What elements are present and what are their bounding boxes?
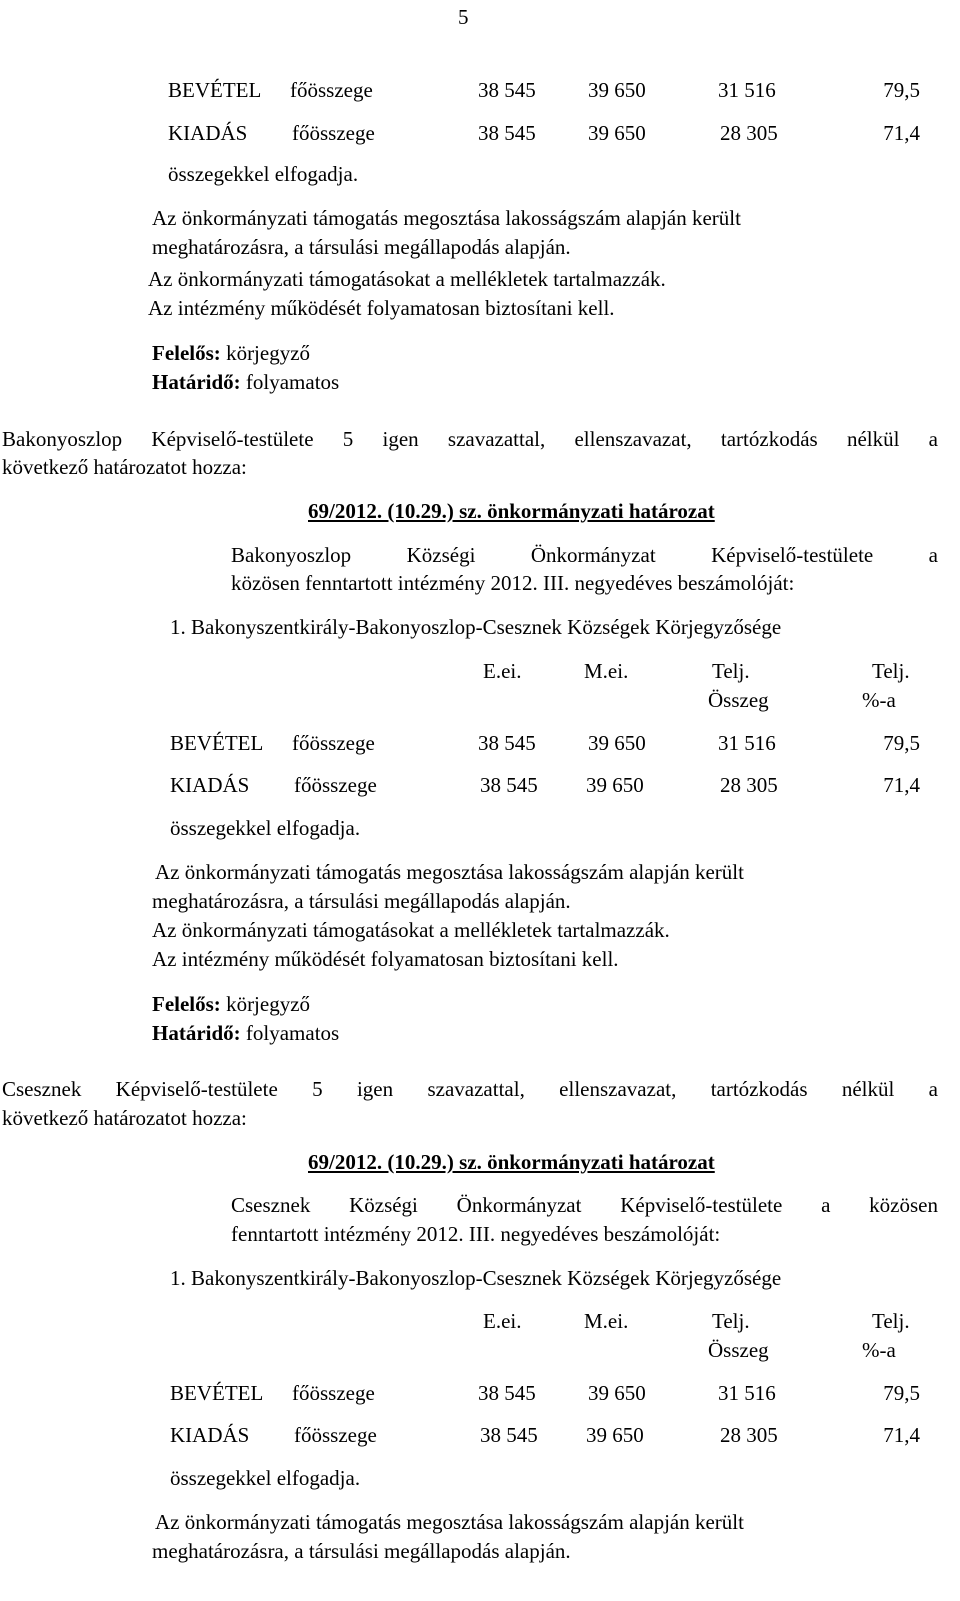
hdr-mei: M.ei. [584,659,629,683]
hdr-mei: M.ei. [584,1309,629,1333]
csesznek-body-line-2: fenntartott intézmény 2012. III. negyedéves beszámolóját: [231,1222,721,1246]
institution-name: 1. Bakonyszentkirály-Bakonyoszlop-Csesznek Községek Körjegyzősége [170,1266,782,1290]
kiadas-mei: 39 650 [588,121,646,145]
kiadas-telj: 28 305 [720,773,778,797]
bevetel-telj: 31 516 [718,731,776,755]
bevetel-label-a: BEVÉTEL [168,78,262,102]
hdr-osszeg: Összeg [708,688,769,712]
bevetel-eei: 38 545 [478,1381,536,1405]
institution-name: 1. Bakonyszentkirály-Bakonyoszlop-Csesznek Községek Körjegyzősége [170,615,782,639]
kiadas-telj: 28 305 [720,121,778,145]
bevetel-mei: 39 650 [588,731,646,755]
kiadas-label-a: KIADÁS [170,773,250,797]
deadline-label: Határidő: [152,1021,241,1045]
csesznek-resolution-title: 69/2012. (10.29.) sz. önkormányzati határozat [308,1150,715,1174]
hdr-eei: E.ei. [483,1309,522,1333]
operation-text: Az intézmény működését folyamatosan biztosítani kell. [152,947,619,971]
deadline-line [152,369,339,395]
kiadas-mei: 39 650 [586,1423,644,1447]
bevetel-eei: 38 545 [478,78,536,102]
deadline-value: folyamatos [245,370,340,394]
kiadas-label-b: főösszege [292,121,375,145]
kiadas-label-a: KIADÁS [168,121,248,145]
responsible-line [152,991,310,1017]
bakonyoszlop-resolution-title: 69/2012. (10.29.) sz. önkormányzati határozat [308,499,715,523]
bevetel-label-b: főösszege [292,731,375,755]
support-line-2: meghatározásra, a társulási megállapodás alapján. [152,235,571,259]
annexes-text: Az önkormányzati támogatásokat a mellékletek tartalmazzák. [152,918,670,942]
kiadas-pct: 71,4 [883,773,920,797]
csesznek-body-line-1: Csesznek Községi Önkormányzat Képviselő-testülete a közösen [231,1193,938,1217]
bakonyoszlop-body-line-1: Bakonyoszlop Községi Önkormányzat Képviselő-testülete a [231,543,938,567]
support-line-1: Az önkormányzati támogatás megosztása lakosságszám alapján került [155,1510,744,1534]
kiadas-mei: 39 650 [586,773,644,797]
bevetel-mei: 39 650 [588,1381,646,1405]
hdr-eei: E.ei. [483,659,522,683]
hdr-telj: Telj. [712,1309,750,1333]
support-line-2: meghatározásra, a társulási megállapodás alapján. [152,889,571,913]
kiadas-label-b: főösszege [294,1423,377,1447]
support-line-1: Az önkormányzati támogatás megosztása lakosságszám alapján került [152,206,741,230]
bevetel-label-a: BEVÉTEL [170,731,264,755]
hdr-pct: %-a [862,1338,896,1362]
responsible-label: Felelős: [152,341,221,365]
deadline-value: folyamatos [245,1021,340,1045]
responsible-value: körjegyző [226,341,311,365]
kiadas-label-b: főösszege [294,773,377,797]
accepted-text: összegekkel elfogadja. [170,1466,361,1490]
bevetel-pct: 79,5 [883,1381,920,1405]
deadline-line [152,1020,339,1046]
bevetel-pct: 79,5 [883,731,920,755]
responsible-label: Felelős: [152,992,221,1016]
bakonyoszlop-vote-tail: következő határozatot hozza: [2,455,247,479]
hdr-telj: Telj. [712,659,750,683]
csesznek-vote-tail: következő határozatot hozza: [2,1106,247,1130]
bevetel-telj: 31 516 [718,78,776,102]
accepted-text: összegekkel elfogadja. [168,162,359,186]
hdr-telj-pct: Telj. [872,1309,910,1333]
kiadas-eei: 38 545 [480,773,538,797]
kiadas-eei: 38 545 [478,121,536,145]
operation-text: Az intézmény működését folyamatosan biztosítani kell. [148,296,615,320]
kiadas-label-a: KIADÁS [170,1423,250,1447]
kiadas-eei: 38 545 [480,1423,538,1447]
bevetel-eei: 38 545 [478,731,536,755]
csesznek-vote-line: Csesznek Képviselő-testülete 5 igen szavazattal, ellenszavazat, tartózkodás nélkül a [2,1077,938,1101]
hdr-pct: %-a [862,688,896,712]
bevetel-label-b: főösszege [290,78,373,102]
bevetel-label-a: BEVÉTEL [170,1381,264,1405]
responsible-line [152,340,310,366]
bevetel-label-b: főösszege [292,1381,375,1405]
kiadas-pct: 71,4 [883,121,920,145]
annexes-text: Az önkormányzati támogatásokat a mellékletek tartalmazzák. [148,267,666,291]
hdr-osszeg: Összeg [708,1338,769,1362]
responsible-value: körjegyző [226,992,311,1016]
bevetel-mei: 39 650 [588,78,646,102]
page-number: 5 [458,5,469,29]
bevetel-pct: 79,5 [883,78,920,102]
hdr-telj-pct: Telj. [872,659,910,683]
bevetel-telj: 31 516 [718,1381,776,1405]
support-line-1: Az önkormányzati támogatás megosztása lakosságszám alapján került [155,860,744,884]
bakonyoszlop-vote-line: Bakonyoszlop Képviselő-testülete 5 igen szavazattal, ellenszavazat, tartózkodás nélkül a [2,427,938,451]
kiadas-telj: 28 305 [720,1423,778,1447]
support-line-2: meghatározásra, a társulási megállapodás alapján. [152,1539,571,1563]
bakonyoszlop-body-line-2: közösen fenntartott intézmény 2012. III. negyedéves beszámolóját: [231,571,795,595]
kiadas-pct: 71,4 [883,1423,920,1447]
deadline-label: Határidő: [152,370,241,394]
accepted-text: összegekkel elfogadja. [170,816,361,840]
